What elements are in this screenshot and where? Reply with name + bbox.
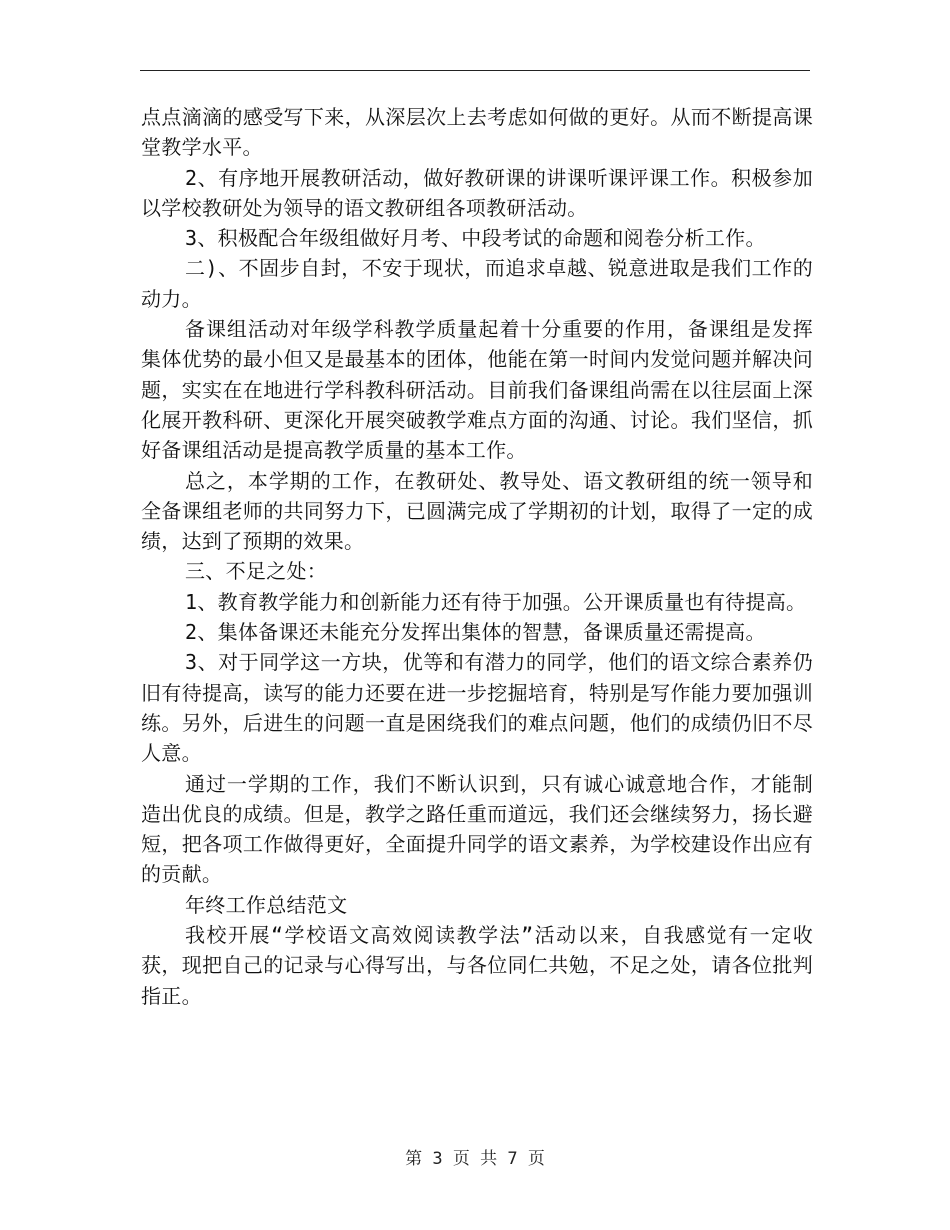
- paragraph: 备课组活动对年级学科教学质量起着十分重要的作用，备课组是发挥集体优势的最小但又是最基本的团体，他能在第一时间内发觉问题并解决问题，实实在在地进行学科教科研活动。目前我们备课组尚需在以往层面上深化展开教科研、更深化开展突破教学难点方面的沟通、讨论。我们坚信，抓好备课组活动是提高教学质量的基本工作。: [141, 317, 813, 463]
- section-heading: 三、不足之处：: [185, 559, 328, 584]
- paragraph: 二)、不固步自封，不安于现状，而追求卓越、锐意进取是我们工作的动力。: [141, 256, 813, 311]
- paragraph: 3、积极配合年级组做好月考、中段考试的命题和阅卷分析工作。: [185, 226, 766, 251]
- header-rule: [140, 70, 810, 71]
- paragraph: 1、教育教学能力和创新能力还有待于加强。公开课质量也有待提高。: [185, 589, 807, 614]
- paragraph: 总之，本学期的工作，在教研处、教导处、语文教研组的统一领导和全备课组老师的共同努力下，已圆满完成了学期初的计划，取得了一定的成绩，达到了预期的效果。: [141, 468, 813, 554]
- paragraph: 3、对于同学这一方块，优等和有潜力的同学，他们的语文综合素养仍旧有待提高，读写的能力还要在进一步挖掘培育，特别是写作能力要加强训练。另外，后进生的问题一直是困绕我们的难点问题，他们的成绩仍旧不尽人意。: [141, 650, 813, 766]
- section-heading: 年终工作总结范文: [185, 892, 348, 917]
- paragraph: 通过一学期的工作，我们不断认识到，只有诚心诚意地合作，才能制造出优良的成绩。但是，教学之路任重而道远，我们还会继续努力，扬长避短，把各项工作做得更好，全面提升同学的语文素养，为学校建设作出应有的贡献。: [141, 771, 813, 887]
- paragraph: 2、集体备课还未能充分发挥出集体的智慧，备课质量还需提高。: [185, 620, 766, 645]
- paragraph: 我校开展“学校语文高效阅读教学法”活动以来，自我感觉有一定收获，现把自己的记录与心得写出，与各位同仁共勉，不足之处，请各位批判指正。: [141, 923, 813, 1008]
- paragraph: 点点滴滴的感受写下来，从深层次上去考虑如何做的更好。从而不断提高课堂教学水平。: [141, 105, 813, 160]
- document-body: [141, 102, 813, 1011]
- paragraph: 2、有序地开展教研活动，做好教研课的讲课听课评课工作。积极参加以学校教研处为领导的语文教研组各项教研活动。: [141, 165, 813, 220]
- page-number: 第 3 页 共 7 页: [405, 1149, 545, 1169]
